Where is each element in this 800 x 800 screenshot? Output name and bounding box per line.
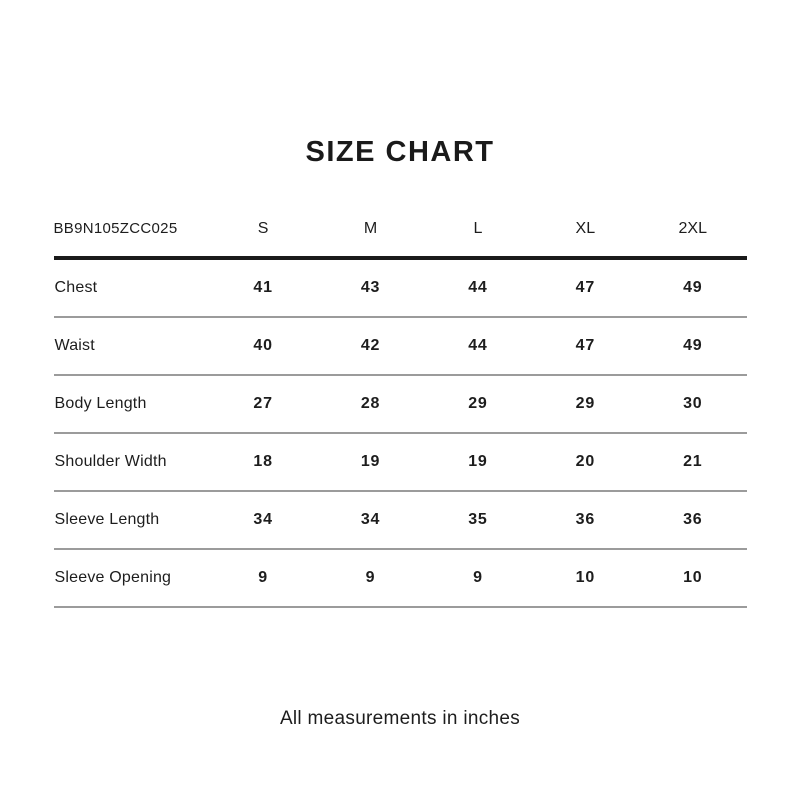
size-column-l: L [424,168,531,258]
cell-value: 9 [317,549,424,607]
row-label: Chest [54,258,210,317]
cell-value: 9 [209,549,316,607]
cell-value: 10 [639,549,746,607]
cell-value: 41 [209,258,316,317]
cell-value: 34 [209,491,316,549]
product-code: BB9N105ZCC025 [54,168,210,258]
cell-value: 19 [424,433,531,491]
cell-value: 29 [424,375,531,433]
cell-value: 49 [639,258,746,317]
row-label: Body Length [54,375,210,433]
cell-value: 36 [532,491,639,549]
table-row-sleeve-opening [54,549,747,607]
cell-value: 9 [424,549,531,607]
cell-value: 30 [639,375,746,433]
size-chart-table [54,168,747,608]
cell-value: 43 [317,258,424,317]
measurement-note: All measurements in inches [279,708,521,729]
cell-value: 29 [532,375,639,433]
cell-value: 42 [317,317,424,375]
cell-value: 36 [639,491,746,549]
size-column-m: M [317,168,424,258]
size-column-xl: XL [532,168,639,258]
cell-value: 27 [209,375,316,433]
cell-value: 34 [317,491,424,549]
cell-value: 40 [209,317,316,375]
row-label: Sleeve Opening [54,549,210,607]
size-header-row [54,168,747,258]
cell-value: 18 [209,433,316,491]
cell-value: 28 [317,375,424,433]
cell-value: 44 [424,258,531,317]
cell-value: 35 [424,491,531,549]
row-label: Sleeve Length [54,491,210,549]
table-row-body-length [54,375,747,433]
page-title: SIZE CHART [305,136,495,168]
cell-value: 10 [532,549,639,607]
cell-value: 47 [532,258,639,317]
table-row-shoulder-width [54,433,747,491]
cell-value: 49 [639,317,746,375]
table-row-waist [54,317,747,375]
cell-value: 44 [424,317,531,375]
table-row-chest [54,258,747,317]
cell-value: 21 [639,433,746,491]
row-label: Waist [54,317,210,375]
cell-value: 19 [317,433,424,491]
cell-value: 20 [532,433,639,491]
table-row-sleeve-length [54,491,747,549]
row-label: Shoulder Width [54,433,210,491]
cell-value: 47 [532,317,639,375]
size-column-2xl: 2XL [639,168,746,258]
size-column-s: S [209,168,316,258]
